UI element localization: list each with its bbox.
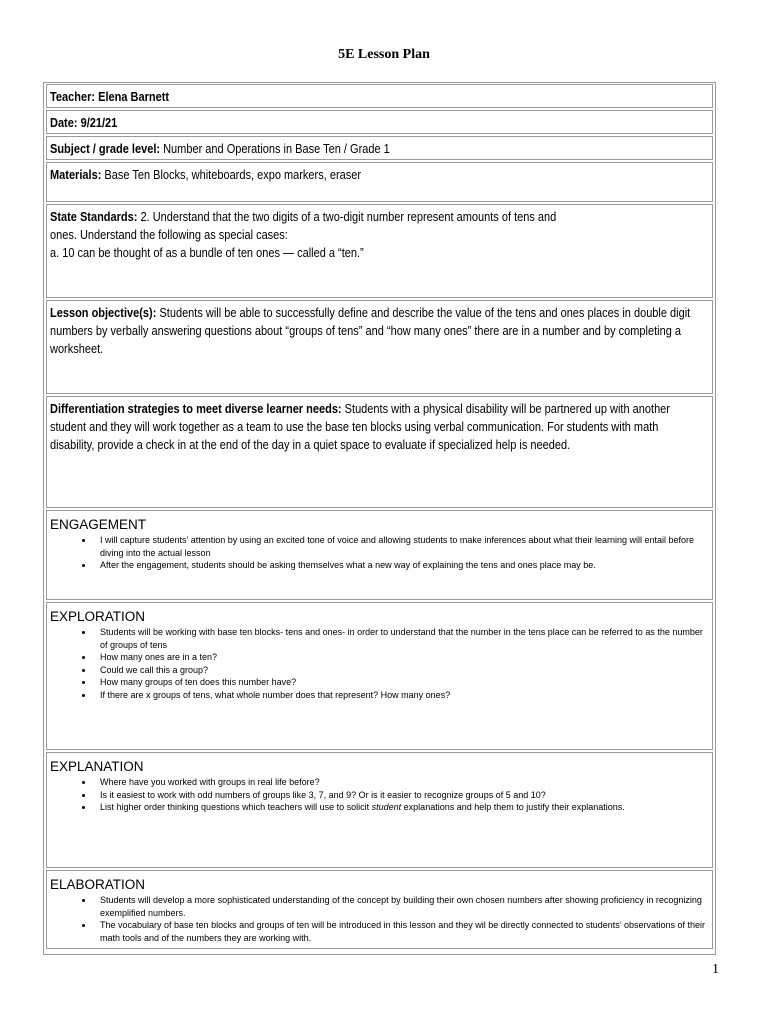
date-label: Date: [50,116,78,130]
explanation-item-3-italic: student [371,802,402,812]
standards-label: State Standards: [50,210,138,224]
teacher-name: Elena Barnett [98,90,170,104]
exploration-section [46,602,713,750]
differentiation-row [46,396,713,508]
subject-row [46,136,713,160]
exploration-list [50,626,709,701]
differentiation-text: Students with a physical disability will be partnered up with another student and they will work together as a team to use the base ten blocks using verbal communication. For students with math disability, provide a check in at the end of the day in a quiet space to evaluate if specialized help is needed. [50,402,670,452]
standards-line-1: 2. Understand that the two digits of a two-digit number represent amounts of tens and [140,210,557,224]
list-item: • Where have you worked with groups in real life before? [94,776,709,789]
elaboration-heading: ELABORATION [50,877,146,892]
list-item: • After the engagement, students should be asking themselves what a new way of explaining the tens and ones place may be. [94,559,709,572]
teacher-label: Teacher: [50,90,96,104]
lesson-plan-table [43,82,716,955]
list-item: • I will capture students’ attention by using an excited tone of voice and allowing students to make inferences about what their learning will entail before diving into the actual lesson [94,534,709,559]
list-item: • How many groups of ten does this number have? [94,676,709,689]
subject-label: Subject / grade level: [50,142,161,156]
date-value: 9/21/21 [80,116,118,130]
objective-label: Lesson objective(s): [50,306,157,320]
subject-value: Number and Operations in Base Ten / Grade 1 [163,142,390,156]
list-item: • Students will develop a more sophisticated understanding of the concept by building their own chosen numbers after showing proficiency in recognizing exemplified numbers. [94,894,709,919]
exploration-heading: EXPLORATION [50,609,146,624]
differentiation-label: Differentiation strategies to meet diverse learner needs: [50,402,342,416]
list-item [94,801,709,814]
standards-line-3: a. 10 can be thought of as a bundle of ten ones — called a “ten.” [50,246,364,260]
page-number: 1 [712,962,719,977]
engagement-list [50,534,709,572]
list-item: • The vocabulary of base ten blocks and groups of ten will be introduced in this lesson and they wil be directly connected to students’ observations of their math tools and of the numbers they are working with. [94,919,709,944]
engagement-section [46,510,713,600]
objective-row [46,300,713,394]
materials-row [46,162,713,202]
list-item: • Students will be working with base ten blocks- tens and ones- in order to understand that the number in the tens place can be referred to as the number of groups of tens [94,626,709,651]
list-item: • How many ones are in a ten? [94,651,709,664]
materials-value: Base Ten Blocks, whiteboards, expo markers, eraser [104,168,362,182]
list-item: • Is it easiest to work with odd numbers of groups like 3, 7, and 9? Or is it easier to recognize groups of 5 and 10? [94,789,709,802]
objective-text: Students will be able to successfully define and describe the value of the tens and ones places in double digit numbers by verbally answering questions about “groups of tens” and “how many ones” there are in a number and by completing a worksheet. [50,306,691,356]
explanation-item-3-start: List higher order thinking questions which teachers will use to solicit [100,802,372,812]
explanation-heading: EXPLANATION [50,759,144,774]
date-row [46,110,713,134]
explanation-list [50,776,709,814]
engagement-heading: ENGAGEMENT [50,517,147,532]
teacher-row [46,84,713,108]
standards-line-2: ones. Understand the following as special cases: [50,228,288,242]
elaboration-section [46,870,713,949]
list-item: • If there are x groups of tens, what whole number does that represent? How many ones? [94,689,709,702]
materials-label: Materials: [50,168,102,182]
list-item: • Could we call this a group? [94,664,709,677]
elaboration-list [50,894,709,944]
explanation-item-3-end: explanations and help them to justify their explanations. [401,802,625,812]
explanation-section [46,752,713,868]
standards-row [46,204,713,298]
document-title: 5E Lesson Plan [338,47,430,62]
